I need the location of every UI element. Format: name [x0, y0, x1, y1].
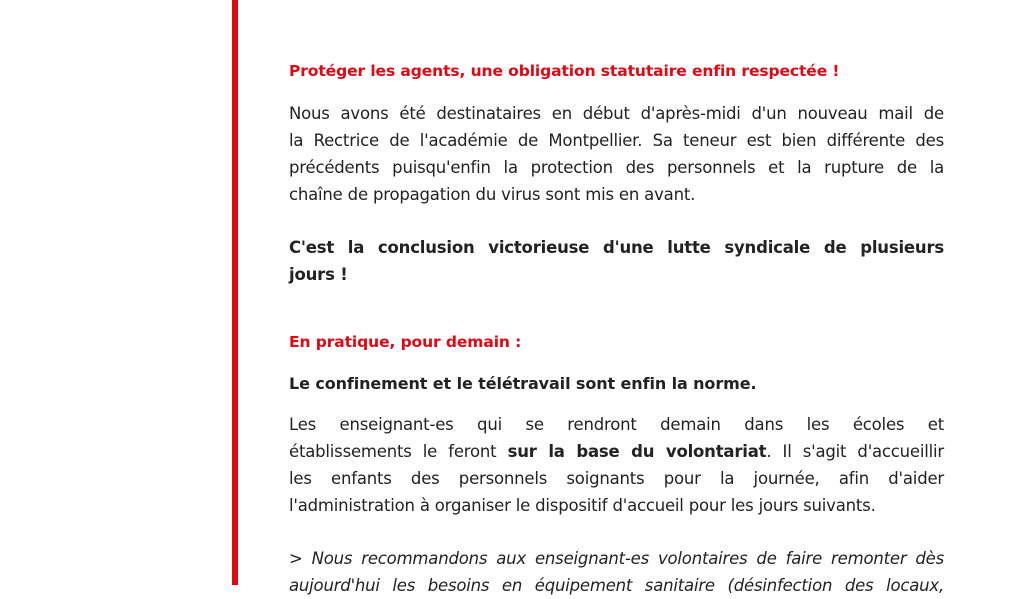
paragraph-text: établissements le feront — [289, 442, 508, 461]
section-heading-protection: Protéger les agents, une obligation statutaire enfin respectée ! — [289, 62, 840, 80]
paragraph-recommendation — [289, 545, 944, 599]
emphasis-volontariat: sur la base du volontariat — [507, 442, 767, 461]
paragraph-text: . Il s'agit d'accueillir — [766, 442, 945, 461]
paragraph-line: Nous avons été destinataires en début d'après-midi d'un nouveau mail de — [289, 104, 944, 123]
paragraph-conclusion — [289, 234, 944, 288]
paragraph-line: jours ! — [289, 265, 348, 284]
paragraph-rectrice-mail — [289, 100, 944, 208]
paragraph-line: la Rectrice de l'académie de Montpellier. Sa teneur est bien différente des — [289, 131, 944, 150]
section-heading-pratique: En pratique, pour demain : — [289, 333, 522, 351]
paragraph-line: précédents puisqu'enfin la protection des personnels et la rupture de la — [289, 158, 944, 177]
subheading-confinement: Le confinement et le télétravail sont enfin la norme. — [289, 374, 757, 393]
paragraph-line: C'est la conclusion victorieuse d'une lutte syndicale de plusieurs — [289, 238, 944, 257]
paragraph-line: les enfants des personnels soignants pour la journée, afin d'aider — [289, 469, 944, 488]
left-margin-rule — [232, 0, 238, 585]
paragraph-line: chaîne de propagation du virus sont mis en avant. — [289, 185, 696, 204]
paragraph-line — [289, 438, 944, 465]
paragraph-line: l'administration à organiser le dispositif d'accueil pour les jours suivants. — [289, 496, 876, 515]
paragraph-line: Les enseignant-es qui se rendront demain dans les écoles et — [289, 415, 944, 434]
paragraph-line: > Nous recommandons aux enseignant-es volontaires de faire remonter dès — [289, 549, 944, 568]
paragraph-volontariat — [289, 411, 944, 519]
paragraph-line: aujourd'hui les besoins en équipement sanitaire (désinfection des locaux, — [289, 576, 944, 595]
